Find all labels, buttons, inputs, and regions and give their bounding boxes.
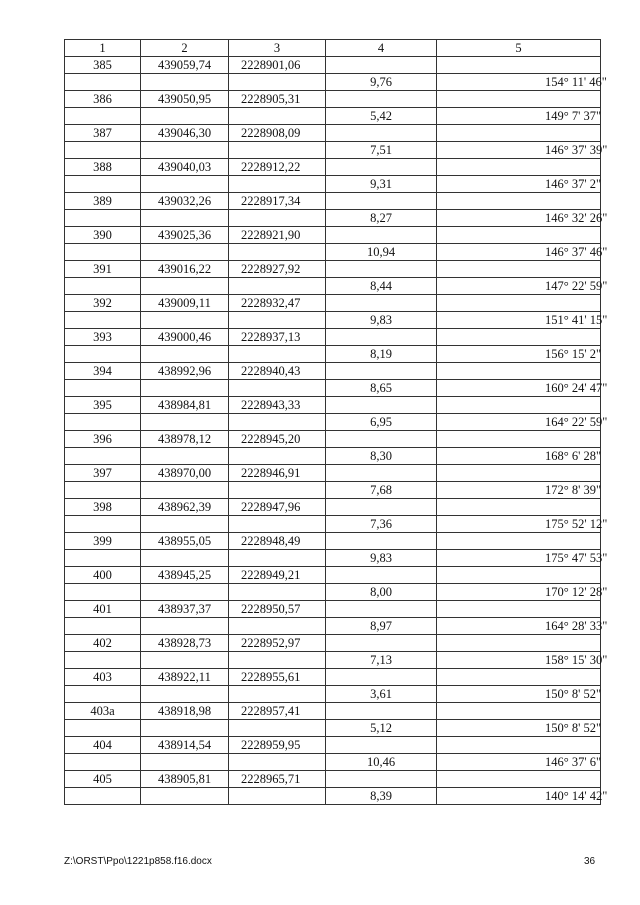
- table-row: [65, 363, 601, 380]
- table-cell: [437, 567, 601, 584]
- table-cell: 8,44: [326, 278, 437, 295]
- table-row: [65, 601, 601, 618]
- table-cell: [229, 584, 326, 601]
- table-cell: [141, 312, 229, 329]
- table-cell: 2228952,97: [229, 635, 326, 652]
- table-cell: 404: [65, 737, 141, 754]
- table-cell: [326, 91, 437, 108]
- table-cell: [65, 686, 141, 703]
- table-cell: 175° 47' 53": [437, 550, 601, 567]
- table-header-row: [65, 40, 601, 57]
- table-cell: [65, 584, 141, 601]
- footer-file-path: Z:\ORST\Ppo\1221p858.f16.docx: [64, 856, 212, 867]
- table-row: [65, 312, 601, 329]
- table-cell: 389: [65, 193, 141, 210]
- table-cell: 402: [65, 635, 141, 652]
- table-cell: 439046,30: [141, 125, 229, 142]
- table-row: [65, 193, 601, 210]
- table-cell: [141, 108, 229, 125]
- table-cell: [141, 448, 229, 465]
- table-row: [65, 414, 601, 431]
- table-cell: [141, 244, 229, 261]
- table-row: [65, 686, 601, 703]
- table-cell: 2228921,90: [229, 227, 326, 244]
- header-cell: 4: [326, 40, 437, 57]
- table-cell: 7,68: [326, 482, 437, 499]
- table-row: [65, 431, 601, 448]
- table-cell: [65, 210, 141, 227]
- table-cell: 2228945,20: [229, 431, 326, 448]
- table-cell: [141, 176, 229, 193]
- table-row: [65, 227, 601, 244]
- table-cell: 140° 14' 42": [437, 788, 601, 805]
- table-row: [65, 380, 601, 397]
- table-cell: 439025,36: [141, 227, 229, 244]
- table-cell: 146° 37' 2": [437, 176, 601, 193]
- table-cell: [229, 176, 326, 193]
- table-row: [65, 567, 601, 584]
- table-row: [65, 57, 601, 74]
- table-row: [65, 159, 601, 176]
- table-cell: 150° 8' 52": [437, 720, 601, 737]
- table-cell: 2228948,49: [229, 533, 326, 550]
- table-cell: [229, 788, 326, 805]
- table-row: [65, 533, 601, 550]
- table-row: [65, 74, 601, 91]
- table-cell: 2228946,91: [229, 465, 326, 482]
- table-cell: [437, 363, 601, 380]
- table-cell: [65, 618, 141, 635]
- table-cell: [229, 516, 326, 533]
- table-cell: [65, 74, 141, 91]
- table-cell: [229, 210, 326, 227]
- table-row: [65, 788, 601, 805]
- table-cell: [65, 312, 141, 329]
- table-row: [65, 142, 601, 159]
- table-cell: [437, 125, 601, 142]
- table-cell: 164° 22' 59": [437, 414, 601, 431]
- table-cell: 438937,37: [141, 601, 229, 618]
- table-cell: 438978,12: [141, 431, 229, 448]
- table-cell: [141, 686, 229, 703]
- table-cell: 438918,98: [141, 703, 229, 720]
- table-cell: [326, 669, 437, 686]
- table-cell: [65, 788, 141, 805]
- table-cell: [141, 482, 229, 499]
- table-cell: [229, 754, 326, 771]
- table-cell: 439050,95: [141, 91, 229, 108]
- table-cell: 2228940,43: [229, 363, 326, 380]
- table-cell: [141, 74, 229, 91]
- table-cell: [326, 499, 437, 516]
- table-cell: 386: [65, 91, 141, 108]
- table-cell: [229, 278, 326, 295]
- table-cell: 438945,25: [141, 567, 229, 584]
- table-cell: 439059,74: [141, 57, 229, 74]
- table-cell: 2228912,22: [229, 159, 326, 176]
- table-cell: [65, 754, 141, 771]
- table-cell: 8,39: [326, 788, 437, 805]
- table-cell: 158° 15' 30": [437, 652, 601, 669]
- table-cell: [326, 193, 437, 210]
- table-cell: [141, 210, 229, 227]
- table-cell: 146° 37' 46": [437, 244, 601, 261]
- table-cell: [437, 329, 601, 346]
- table-cell: 438992,96: [141, 363, 229, 380]
- table-cell: 395: [65, 397, 141, 414]
- table-cell: [141, 652, 229, 669]
- table-row: [65, 584, 601, 601]
- table-cell: [326, 703, 437, 720]
- table-cell: [326, 431, 437, 448]
- table-cell: 8,19: [326, 346, 437, 363]
- table-row: [65, 465, 601, 482]
- table-cell: 10,46: [326, 754, 437, 771]
- table-cell: [326, 57, 437, 74]
- table-cell: [326, 397, 437, 414]
- table-cell: [326, 567, 437, 584]
- table-cell: [326, 329, 437, 346]
- table-cell: [326, 295, 437, 312]
- table-cell: [141, 720, 229, 737]
- table-cell: [229, 312, 326, 329]
- table-row: [65, 550, 601, 567]
- table-row: [65, 176, 601, 193]
- table-cell: 392: [65, 295, 141, 312]
- table-row: [65, 346, 601, 363]
- table-cell: 2228917,34: [229, 193, 326, 210]
- table-cell: 398: [65, 499, 141, 516]
- table-cell: [437, 397, 601, 414]
- table-row: [65, 244, 601, 261]
- table-cell: 385: [65, 57, 141, 74]
- table-row: [65, 448, 601, 465]
- table-cell: [326, 363, 437, 380]
- table-cell: 401: [65, 601, 141, 618]
- table-cell: [437, 193, 601, 210]
- table-cell: 2228950,57: [229, 601, 326, 618]
- table-cell: 2228949,21: [229, 567, 326, 584]
- table-cell: [229, 380, 326, 397]
- header-cell: 5: [437, 40, 601, 57]
- table-cell: 403: [65, 669, 141, 686]
- table-cell: [437, 771, 601, 788]
- table-cell: 438970,00: [141, 465, 229, 482]
- table-cell: [141, 414, 229, 431]
- table-cell: 2228943,33: [229, 397, 326, 414]
- table-cell: [229, 482, 326, 499]
- table-cell: 149° 7' 37": [437, 108, 601, 125]
- table-cell: 8,00: [326, 584, 437, 601]
- table-cell: [437, 295, 601, 312]
- table-cell: 7,13: [326, 652, 437, 669]
- table-row: [65, 125, 601, 142]
- table-body: [65, 57, 608, 805]
- table-cell: 175° 52' 12": [437, 516, 601, 533]
- table-cell: [65, 108, 141, 125]
- table-cell: 438905,81: [141, 771, 229, 788]
- table-cell: 9,83: [326, 312, 437, 329]
- table-cell: [326, 227, 437, 244]
- table-cell: 146° 32' 26": [437, 210, 601, 227]
- header-cell: 1: [65, 40, 141, 57]
- table-cell: [437, 227, 601, 244]
- table-cell: [141, 550, 229, 567]
- table-cell: [65, 720, 141, 737]
- table-row: [65, 720, 601, 737]
- table-cell: 146° 37' 6": [437, 754, 601, 771]
- table-cell: [326, 159, 437, 176]
- table-cell: [65, 550, 141, 567]
- table-cell: [141, 278, 229, 295]
- table-row: [65, 397, 601, 414]
- table-cell: 438922,11: [141, 669, 229, 686]
- table-cell: 8,97: [326, 618, 437, 635]
- table-cell: 391: [65, 261, 141, 278]
- table-cell: 400: [65, 567, 141, 584]
- header-cell: 3: [229, 40, 326, 57]
- table-cell: 154° 11' 46": [437, 74, 601, 91]
- table-row: [65, 295, 601, 312]
- table-cell: [326, 771, 437, 788]
- table-cell: [437, 737, 601, 754]
- table-cell: 5,12: [326, 720, 437, 737]
- table-cell: [229, 686, 326, 703]
- table-cell: [437, 159, 601, 176]
- table-cell: 146° 37' 39": [437, 142, 601, 159]
- table-cell: 439000,46: [141, 329, 229, 346]
- table-cell: [141, 142, 229, 159]
- table-cell: 8,27: [326, 210, 437, 227]
- table-cell: 439040,03: [141, 159, 229, 176]
- table-row: [65, 482, 601, 499]
- table-row: [65, 703, 601, 720]
- table-cell: 6,95: [326, 414, 437, 431]
- table-cell: [326, 533, 437, 550]
- table-cell: 393: [65, 329, 141, 346]
- table-cell: [229, 550, 326, 567]
- table-row: [65, 652, 601, 669]
- table-cell: 438962,39: [141, 499, 229, 516]
- table-cell: 2228965,71: [229, 771, 326, 788]
- table-cell: [326, 737, 437, 754]
- table-cell: [229, 244, 326, 261]
- table-cell: 399: [65, 533, 141, 550]
- table-row: [65, 669, 601, 686]
- table-cell: 2228905,31: [229, 91, 326, 108]
- table-cell: [141, 380, 229, 397]
- table-cell: [437, 669, 601, 686]
- table-cell: [326, 635, 437, 652]
- table-cell: [141, 788, 229, 805]
- table-cell: 7,36: [326, 516, 437, 533]
- table-row: [65, 91, 601, 108]
- table-row: [65, 108, 601, 125]
- table-cell: [437, 91, 601, 108]
- table-cell: 2228959,95: [229, 737, 326, 754]
- table-cell: [229, 108, 326, 125]
- table-cell: [65, 652, 141, 669]
- table-cell: 2228957,41: [229, 703, 326, 720]
- coordinates-table: [64, 39, 608, 805]
- table-cell: 151° 41' 15": [437, 312, 601, 329]
- table-row: [65, 278, 601, 295]
- table-cell: 394: [65, 363, 141, 380]
- header-cell: 2: [141, 40, 229, 57]
- table-cell: 3,61: [326, 686, 437, 703]
- table-cell: [437, 533, 601, 550]
- table-cell: [65, 414, 141, 431]
- table-cell: [65, 380, 141, 397]
- table-cell: 439032,26: [141, 193, 229, 210]
- table-cell: 147° 22' 59": [437, 278, 601, 295]
- table-cell: 396: [65, 431, 141, 448]
- table-cell: [65, 244, 141, 261]
- table-cell: 9,83: [326, 550, 437, 567]
- table-cell: 164° 28' 33": [437, 618, 601, 635]
- table-cell: 7,51: [326, 142, 437, 159]
- table-cell: [141, 346, 229, 363]
- table-cell: [141, 516, 229, 533]
- table-cell: [65, 346, 141, 363]
- table-cell: [229, 720, 326, 737]
- table-cell: 156° 15' 2": [437, 346, 601, 363]
- table-cell: 5,42: [326, 108, 437, 125]
- table-cell: [229, 346, 326, 363]
- table-cell: [65, 142, 141, 159]
- table-cell: [326, 125, 437, 142]
- table-cell: [65, 176, 141, 193]
- table-cell: [437, 465, 601, 482]
- table-row: [65, 618, 601, 635]
- table-cell: 2228901,06: [229, 57, 326, 74]
- table-cell: [65, 516, 141, 533]
- table-row: [65, 771, 601, 788]
- table-cell: 438914,54: [141, 737, 229, 754]
- table-cell: [326, 601, 437, 618]
- table-cell: [65, 482, 141, 499]
- table-row: [65, 499, 601, 516]
- table-row: [65, 737, 601, 754]
- table-cell: 150° 8' 52": [437, 686, 601, 703]
- table-cell: 439016,22: [141, 261, 229, 278]
- table-cell: [229, 414, 326, 431]
- table-cell: 438984,81: [141, 397, 229, 414]
- table-cell: 10,94: [326, 244, 437, 261]
- table-cell: [141, 754, 229, 771]
- table-cell: [437, 431, 601, 448]
- table-row: [65, 261, 601, 278]
- table-cell: [437, 261, 601, 278]
- table-cell: 439009,11: [141, 295, 229, 312]
- table-cell: 9,31: [326, 176, 437, 193]
- table-cell: [141, 618, 229, 635]
- table-cell: 2228908,09: [229, 125, 326, 142]
- table-cell: 2228932,47: [229, 295, 326, 312]
- table-cell: [141, 584, 229, 601]
- table-cell: 2228947,96: [229, 499, 326, 516]
- table-cell: [229, 618, 326, 635]
- table-row: [65, 329, 601, 346]
- table-cell: [437, 635, 601, 652]
- table-cell: [326, 465, 437, 482]
- table-row: [65, 635, 601, 652]
- table-cell: [437, 57, 601, 74]
- table-cell: 397: [65, 465, 141, 482]
- table-cell: 8,65: [326, 380, 437, 397]
- table-row: [65, 210, 601, 227]
- table-cell: 8,30: [326, 448, 437, 465]
- table-row: [65, 754, 601, 771]
- table-cell: 403a: [65, 703, 141, 720]
- table-cell: 160° 24' 47": [437, 380, 601, 397]
- table-cell: [229, 652, 326, 669]
- table-cell: 388: [65, 159, 141, 176]
- table-cell: 2228937,13: [229, 329, 326, 346]
- table-cell: 438928,73: [141, 635, 229, 652]
- table-cell: 2228927,92: [229, 261, 326, 278]
- table-cell: [229, 142, 326, 159]
- table-cell: 168° 6' 28": [437, 448, 601, 465]
- table-cell: 172° 8' 39": [437, 482, 601, 499]
- table-cell: 9,76: [326, 74, 437, 91]
- table-cell: 438955,05: [141, 533, 229, 550]
- table-cell: 405: [65, 771, 141, 788]
- table-cell: [65, 448, 141, 465]
- table-cell: 2228955,61: [229, 669, 326, 686]
- table-cell: [65, 278, 141, 295]
- footer-page-number: 36: [584, 856, 596, 867]
- table-cell: [229, 74, 326, 91]
- table-cell: [437, 499, 601, 516]
- table-cell: [437, 601, 601, 618]
- table-cell: 387: [65, 125, 141, 142]
- table-cell: [437, 703, 601, 720]
- table-row: [65, 516, 601, 533]
- table-cell: 170° 12' 28": [437, 584, 601, 601]
- table-cell: [326, 261, 437, 278]
- table-cell: [229, 448, 326, 465]
- table-cell: 390: [65, 227, 141, 244]
